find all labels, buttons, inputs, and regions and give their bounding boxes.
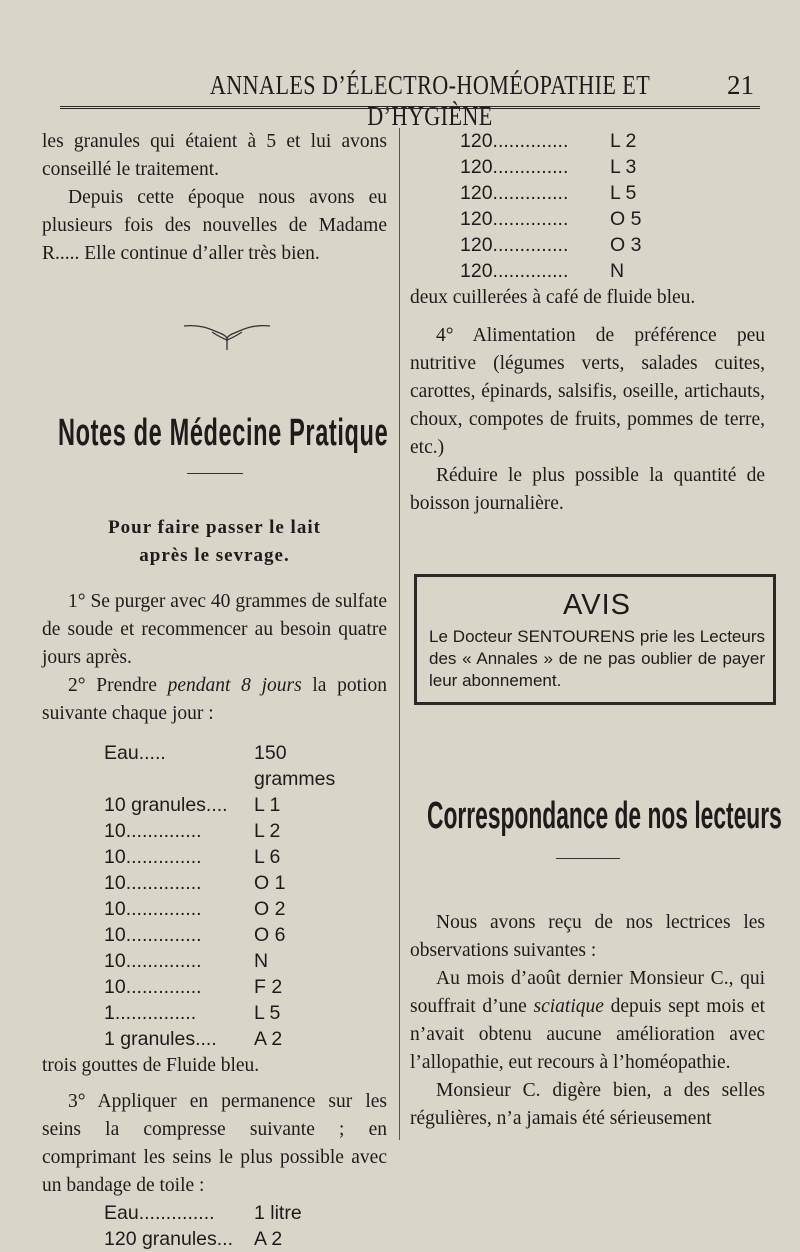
recipe-row — [460, 258, 765, 284]
recipe-quantity: 120.............. — [460, 208, 569, 230]
correspondence-p2-emphasis: sciatique — [533, 996, 604, 1017]
correspondence-rule — [556, 858, 620, 859]
recipe-row — [104, 1026, 387, 1052]
recipe-code: O 5 — [610, 208, 642, 230]
notice-text: Le Docteur SENTOURENS prie les Lecteurs des « Annales » de ne pas oublier de payer leur abonnement. — [429, 627, 765, 690]
recipe-row — [104, 818, 387, 844]
recipe-row — [104, 974, 387, 1000]
right-column — [410, 128, 782, 1133]
instruction-1: 1° Se purger avec 40 grammes de sulfate de soude et recommencer au besoin quatre jours après. — [42, 591, 387, 668]
recipe-quantity: 120.............. — [460, 260, 569, 282]
journal-title: ANNALES D’ÉLECTRO-HOMÉOPATHIE ET D’HYGIÈNE — [209, 70, 651, 131]
instruction-2-emphasis: pendant 8 jours — [167, 675, 302, 696]
intro-paragraph-1: les granules qui étaient à 5 et lui avons conseillé le traitement. — [42, 131, 387, 180]
recipe-code: A 2 — [254, 1228, 283, 1250]
recipe-row — [104, 740, 387, 792]
recipe-row — [104, 870, 387, 896]
intro-paragraph-2: Depuis cette époque nous avons eu plusieurs fois des nouvelles de Madame R..... Elle continue d’aller très bien. — [42, 187, 387, 264]
ornament-icon — [182, 320, 272, 352]
page-header — [60, 68, 760, 131]
recipe-row — [104, 948, 387, 974]
recipe-code: L 2 — [254, 820, 281, 842]
page-number: 21 — [727, 70, 754, 100]
instruction-2-end: la potion suivante chaque jour : — [42, 675, 387, 724]
recipe-code: 150 grammes — [254, 742, 336, 790]
article-subtitle — [42, 514, 387, 570]
recipe-quantity: 10.............. — [104, 950, 202, 972]
instruction-3: 3° Appliquer en permanence sur les seins la compresse suivante ; en comprimant les seins le plus possible avec un bandage de toile : — [42, 1091, 387, 1196]
recipe-row — [104, 896, 387, 922]
compress-recipe — [104, 1200, 387, 1252]
notice-box — [414, 574, 776, 705]
recipe-code: O 2 — [254, 898, 286, 920]
recipe-quantity: 10.............. — [104, 872, 202, 894]
correspondence-paragraph-3: Monsieur C. digère bien, a des selles régulières, n’a jamais été sérieusement — [410, 1080, 765, 1129]
recipe-quantity: 120.............. — [460, 234, 569, 256]
recipe-row — [104, 1200, 387, 1226]
compress-recipe-continued — [460, 128, 765, 284]
recipe-row — [460, 206, 765, 232]
recipe-code: L 6 — [254, 846, 281, 868]
recipe-quantity: 10.............. — [104, 976, 202, 998]
recipe-code: L 1 — [254, 794, 281, 816]
correspondence-p2-end: depuis sept mois et n’avait obtenu aucune amélioration avec l’allopathie, eut recours à l’homéopathie. — [410, 996, 765, 1073]
drops-line: trois gouttes de Fluide bleu. — [42, 1055, 260, 1076]
recipe-code: F 2 — [254, 976, 283, 998]
recipe-code: O 3 — [610, 234, 642, 256]
recipe-quantity: 120.............. — [460, 130, 569, 152]
recipe-code: L 3 — [610, 156, 637, 178]
recipe-code: A 2 — [254, 1028, 283, 1050]
recipe-row — [460, 128, 765, 154]
recipe-row — [460, 232, 765, 258]
instruction-5: Réduire le plus possible la quantité de boisson journalière. — [410, 465, 765, 514]
potion-recipe — [104, 740, 387, 1052]
recipe-row — [104, 1000, 387, 1026]
recipe-quantity: 10.............. — [104, 924, 202, 946]
subtitle-line-2: après le sevrage. — [139, 545, 290, 566]
recipe-row — [104, 792, 387, 818]
subtitle-line-1: Pour faire passer le lait — [108, 517, 321, 538]
recipe-row — [104, 922, 387, 948]
recipe-quantity: 120.............. — [460, 182, 569, 204]
instruction-2-start: 2° Prendre — [68, 675, 168, 696]
recipe-quantity: 10 granules.... — [104, 794, 228, 816]
recipe-code: L 2 — [610, 130, 637, 152]
recipe-quantity: Eau.............. — [104, 1202, 215, 1224]
instruction-2 — [42, 672, 387, 728]
recipe-quantity: 10.............. — [104, 898, 202, 920]
correspondence-paragraph-1: Nous avons reçu de nos lectrices les observations suivantes : — [410, 912, 765, 961]
recipe-quantity: 120.............. — [460, 156, 569, 178]
correspondence-paragraph-2 — [410, 965, 765, 1077]
recipe-code: 1 litre — [254, 1202, 302, 1224]
section-rule — [187, 473, 243, 474]
column-divider — [399, 128, 400, 1140]
section-title: Notes de Médecine Pratique — [57, 412, 389, 454]
correspondence-p2-start: Au mois d’août dernier Monsieur C., qui souffrait d’une — [410, 968, 765, 1017]
recipe-code: N — [610, 260, 625, 282]
recipe-row — [460, 154, 765, 180]
recipe-quantity: 1 granules.... — [104, 1028, 217, 1050]
recipe-quantity: 10.............. — [104, 820, 202, 842]
recipe-row — [460, 180, 765, 206]
recipe-code: O 1 — [254, 872, 286, 894]
header-rule — [60, 106, 760, 109]
spoons-line: deux cuillerées à café de fluide bleu. — [410, 287, 696, 308]
recipe-code: O 6 — [254, 924, 286, 946]
recipe-quantity: 120 granules... — [104, 1228, 234, 1250]
recipe-quantity: 10.............. — [104, 846, 202, 868]
instruction-4: 4° Alimentation de préférence peu nutritive (légumes verts, salades cuites, carottes, épinards, salsifis, oseille, artichauts, choux, compotes de fruits, pommes de terre, etc.) — [410, 325, 765, 458]
recipe-row — [104, 1226, 387, 1252]
notice-title: AVIS — [563, 589, 631, 621]
recipe-code: N — [254, 950, 269, 972]
recipe-code: L 5 — [610, 182, 637, 204]
recipe-code: L 5 — [254, 1002, 281, 1024]
recipe-quantity: Eau..... — [104, 742, 166, 764]
correspondence-title: Correspondance de nos lecteurs — [427, 795, 782, 837]
recipe-quantity: 1............... — [104, 1002, 197, 1024]
recipe-row — [104, 844, 387, 870]
left-column — [42, 128, 387, 1252]
